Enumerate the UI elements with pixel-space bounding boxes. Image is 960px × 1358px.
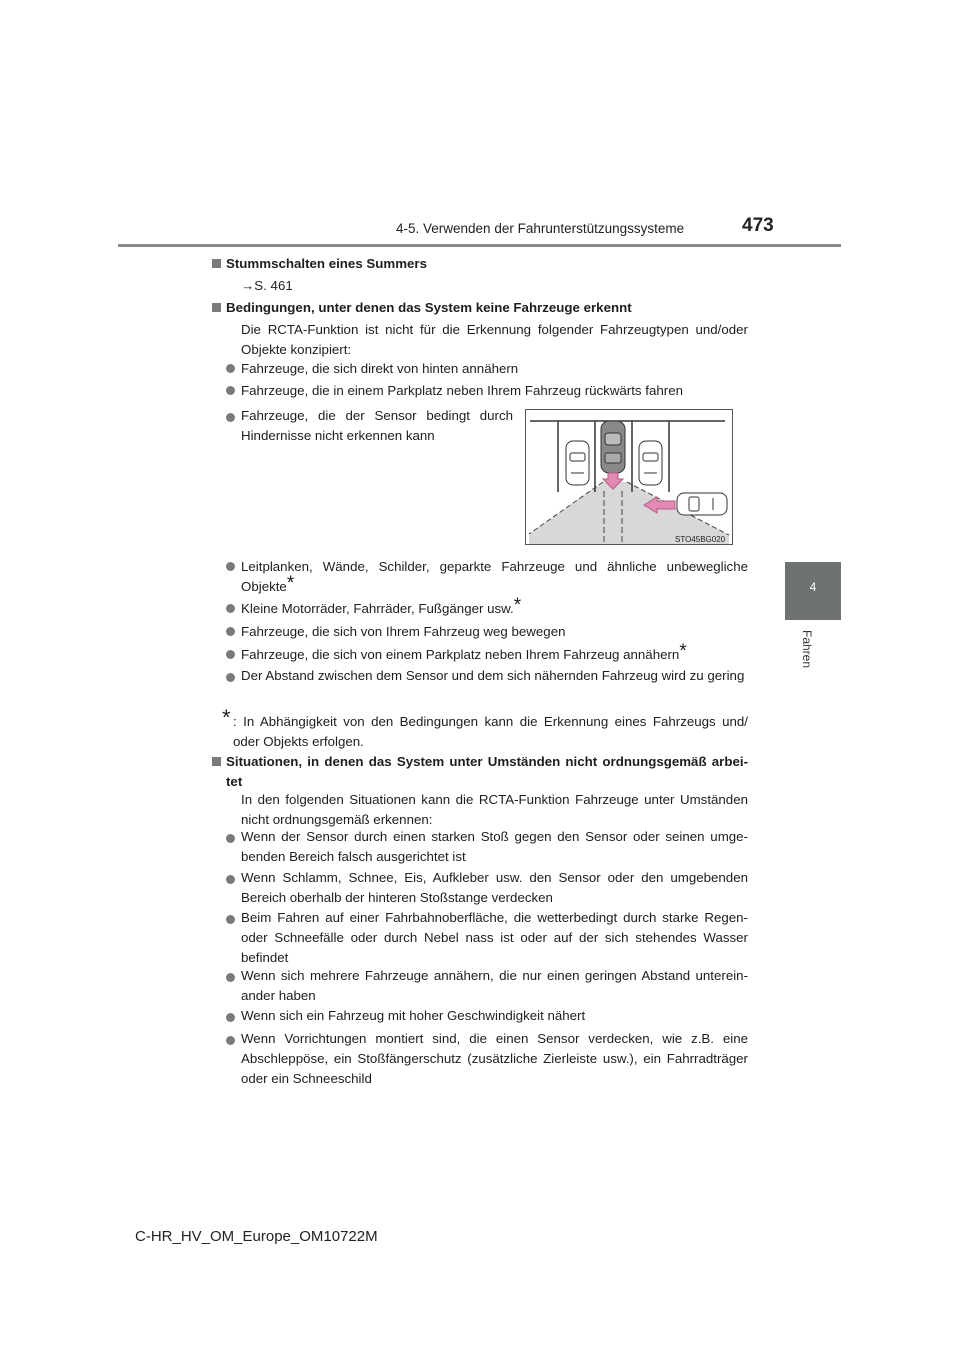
parked-car-right <box>639 441 662 485</box>
bullet-icon <box>226 364 235 373</box>
bullet-icon <box>226 562 235 571</box>
bullet-icon <box>226 834 235 843</box>
list-item <box>241 641 687 665</box>
list-item-text: Fahrzeuge, die sich von einem Parkplatz neben Ihrem Fahrzeug annähern <box>241 647 680 662</box>
list-item-text: Kleine Motorräder, Fahrräder, Fußgänger usw. <box>241 601 514 616</box>
bullet-icon <box>226 650 235 659</box>
list-item: Beim Fahren auf einer Fahrbahnoberfläche, die wetterbedingt durch starke Regen- oder Schneefälle oder durch Nebel nass ist oder auf der sich stehendes Wasser befindet <box>241 910 748 965</box>
list-item: Wenn Schlamm, Schnee, Eis, Aufkleber usw. den Sensor oder den umgebenden Bereich oberhalb der hinteren Stoßstange verdecken <box>241 870 748 905</box>
arrow-right-icon: → <box>241 278 255 293</box>
page-number: 473 <box>742 215 774 236</box>
bullet-icon <box>226 413 235 422</box>
bullet-icon <box>226 673 235 682</box>
chapter-label: Fahren <box>800 630 814 669</box>
approaching-car <box>677 493 727 515</box>
section-marker-icon <box>212 757 221 766</box>
figure-code: STO45BG020 <box>675 535 726 544</box>
list-item: Fahrzeuge, die in einem Parkplatz neben Ihrem Fahrzeug rückwärts fahren <box>241 383 683 398</box>
footnote-asterisk: * <box>222 705 231 730</box>
list-item: Wenn Vorrichtungen montiert sind, die einen Sensor verdecken, wie z.B. eine Abschleppöse, ein Stoßfängerschutz (zusätzliche Zierleiste usw.), ein Fahrradträger oder ein Schneeschild <box>241 1031 748 1086</box>
list-item: Fahrzeuge, die sich von Ihrem Fahrzeug weg bewegen <box>241 624 566 639</box>
list-item: Wenn sich mehrere Fahrzeuge annähern, die nur einen geringen Abstand unterein-ander haben <box>241 968 748 1003</box>
cross-reference <box>241 276 293 296</box>
footnote-marker: * <box>679 641 687 662</box>
list-item: Wenn sich ein Fahrzeug mit hoher Geschwindigkeit nähert <box>241 1008 586 1023</box>
list-item: Fahrzeuge, die sich direkt von hinten annähern <box>241 361 519 376</box>
cross-reference-page: S. 461 <box>254 278 293 293</box>
bullet-icon <box>226 1013 235 1022</box>
footnote-marker: * <box>513 595 522 616</box>
document-id: C-HR_HV_OM_Europe_OM10722M <box>135 1228 378 1245</box>
rcta-illustration <box>525 409 733 545</box>
bullet-icon <box>226 973 235 982</box>
parked-car-left <box>566 441 589 485</box>
bullet-icon <box>226 627 235 636</box>
footnote-marker: * <box>286 573 295 594</box>
header-rule <box>118 244 841 247</box>
bullet-icon <box>226 915 235 924</box>
bullet-icon <box>226 875 235 884</box>
section-header: 4-5. Verwenden der Fahrunterstützungssysteme <box>396 221 685 236</box>
own-vehicle <box>601 421 625 473</box>
list-item: Der Abstand zwischen dem Sensor und dem sich nähernden Fahrzeug wird zu gering <box>241 668 745 683</box>
section-title-malfunction: Situationen, in denen das System unter Umständen nicht ordnungsgemäß arbei-tet <box>226 754 748 789</box>
footnote-text: : In Abhängigkeit von den Bedingungen kann die Erkennung eines Fahrzeugs und/ oder Objekts erfolgen. <box>233 714 748 749</box>
list-item <box>241 595 522 619</box>
bullet-icon <box>226 1036 235 1045</box>
list-item: Fahrzeuge, die der Sensor bedingt durch Hindernisse nicht erkennen kann <box>241 408 513 443</box>
chapter-number: 4 <box>809 580 817 594</box>
section-intro: In den folgenden Situationen kann die RCTA-Funktion Fahrzeuge unter Umständen nicht ordnungsgemäß erkennen: <box>241 792 748 827</box>
section-marker-icon <box>212 259 221 268</box>
list-item: Wenn der Sensor durch einen starken Stoß gegen den Sensor oder seinen umge-benden Bereich falsch ausgerichtet ist <box>241 829 748 864</box>
bullet-icon <box>226 386 235 395</box>
section-intro: Die RCTA-Funktion ist nicht für die Erkennung folgender Fahrzeugtypen und/oder Objekte konzipiert: <box>241 322 748 357</box>
section-marker-icon <box>212 303 221 312</box>
list-item-text: Leitplanken, Wände, Schilder, geparkte Fahrzeuge und ähnliche unbewegliche Objekte <box>241 559 748 594</box>
section-title-no-detect: Bedingungen, unter denen das System keine Fahrzeuge erkennt <box>226 300 632 315</box>
section-title-mute: Stummschalten eines Summers <box>226 256 428 271</box>
bullet-icon <box>226 604 235 613</box>
list-item <box>241 557 748 597</box>
